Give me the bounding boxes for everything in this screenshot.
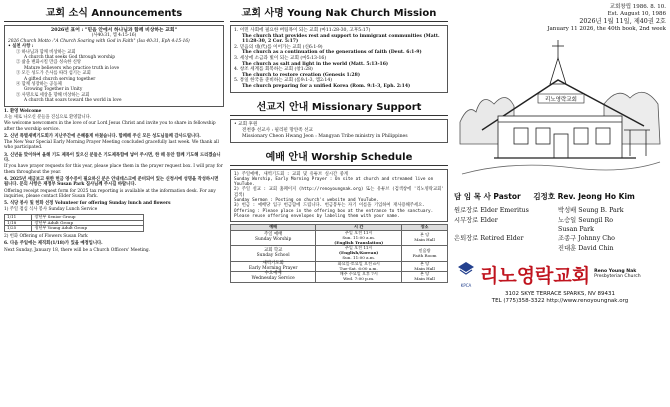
item-title: 1. 환영 Welcome [4, 108, 42, 114]
item-ko: 6. 다음 주일에는 제직회(1/18)가 있을 예정입니다. [4, 241, 103, 247]
mission-ko: 3. 세상에 소금과 빛이 되는 교회 (마5:13-16) [234, 55, 327, 61]
goals-label: • 실천 사항 : [8, 44, 34, 50]
goal-en: Growing Together in Unity [24, 87, 83, 93]
note-line: Offering : Please place in the offering box at the entrance to the sanctuary. Please reuse offering envelopes by labeling them with your name. [234, 208, 434, 219]
worship-table [230, 224, 448, 283]
logo-text-ko: 리노영락교회 [480, 264, 591, 287]
lunch-section [4, 201, 224, 239]
est-date: Est. August 10, 1986 [607, 10, 666, 17]
announcements-column [4, 4, 224, 254]
church-logo [454, 261, 666, 288]
contact-line: TEL (775)358-3322 http://www.renoyoungnak.org [491, 297, 629, 304]
lunch-title: 5. 식당 봉사 및 헌화 선정 Volunteer for offering Sunday lunch and flowers [4, 201, 171, 207]
pastor-label: 담 임 목 사 Pastor [454, 192, 521, 202]
announcements-header: 교회 소식 Announcements [4, 4, 224, 22]
pastor-name: 김정호 Rev. Jeong Ho Kim [533, 192, 635, 202]
cover-column [454, 4, 666, 305]
elder-row: 은퇴장로 Retired Elder 조종구 Johnny Cho [454, 235, 615, 243]
sign-text: 리노영락교회 [545, 97, 577, 104]
note-line: 1) 주일예배, 새벽기도회 : 교회 및 유튜브 실시간 중계 [234, 171, 349, 177]
goal-en: A church that seeks God through worship [24, 55, 115, 61]
mission-en: The church to restore creation (Genesis 1:28) [242, 72, 360, 78]
goal-ko: ② 삶을 변화시킬 만큼 성숙한 신앙 [16, 60, 82, 66]
announcement-item [4, 241, 224, 253]
mission-header: 교회 사명 Young Nak Church Mission [230, 4, 448, 22]
note-line: 3) 헌금 : 예배당 입구 헌금함에 드립니다. 헌금봉투는 자기 이름을 기입하여 재사용해주세요. [234, 203, 425, 209]
goal-ko: ① 하나님과 함께 비상하는 교회 [16, 49, 76, 55]
note-line: Sunday Sermon : Posting on church's website and YouTube. [234, 198, 379, 204]
table-row: 새벽기도회 Early Morning Prayer 화요일-토요일 오전 6시 Tue-Sat. 6:00 a.m. 본 당 Main Hall [231, 261, 448, 272]
mission-column [230, 4, 448, 283]
pastor-line [454, 191, 666, 202]
elders-list [454, 206, 666, 252]
item-en: If you have prayer requests for this year, please place them in the prayer request box. I will pray for them throughout the year. [4, 164, 223, 175]
table-row: 수요예배 Wednesday Service 매주 수요일 오후 7시 Wed. 7:00 p.m. 본 당 Main Hall [231, 272, 448, 283]
mission-en: The church preparing for a unified Korea (Rom. 9:1-3, Eph. 2:14) [242, 83, 411, 89]
motto-box [4, 25, 224, 107]
goal-en: A church that soars toward the world in love [24, 98, 122, 104]
announcement-item [4, 134, 224, 151]
elder-row: 원로장로 Elder Emeritus 박성배 Seung B. Park [454, 207, 624, 215]
goal-en: Mature believers who practice truth in love [24, 65, 120, 71]
elder-row: 진대훈 David Chin [558, 244, 614, 252]
worship-notes [230, 169, 448, 223]
note-line: Sunday Worship, Early Morning Prayer : On site at church and streamed live on YouTube. [234, 176, 434, 188]
mission-en: The church that provides rest and support to immigrant communities (Matt. 11:28-30, 2 Cor. 5:17) [242, 33, 440, 45]
worship-header: 예배 안내 Worship Schedule [230, 148, 448, 166]
announcement-item [4, 153, 224, 175]
address: 3102 SKYE TERRACE SPARKS, NV 89431 [505, 290, 615, 297]
issue-info [454, 4, 666, 32]
goal-en: A gifted church serving together [24, 76, 96, 82]
issue-date-en: January 11 2026, the 40th book, 2nd week [547, 25, 666, 32]
table-row: 1/11 장년부 Senior Group [5, 214, 144, 220]
mission-en: The church as a continuation of the generations of faith (Deut. 6:1-9) [242, 50, 422, 56]
motto-en: 2026 Church Motto :"A Church Soaring with God in Faith" (Isa 40:31, Eph 4:15-16) [8, 38, 190, 44]
goals-list [8, 50, 220, 104]
missionary-line: • 교회 후원 [234, 121, 258, 127]
announcement-item [4, 177, 224, 199]
item-ko: 오늘 새로 나오신 분들을 진심으로 환영합니다. [4, 114, 92, 120]
goal-ko: ③ 모든 성도가 은사를 따라 섬기는 교회 [16, 71, 91, 77]
item-en: Next Sunday, January 18, there will be a Church Officers' Meeting. [4, 247, 150, 253]
missionary-line: 전천종 선교사 : 필리핀 망얀족 선교 [242, 127, 313, 133]
flowers-line: 2) 헌화 Offering of Flowers Susan Park [4, 234, 88, 240]
goal-ko: ⑤ 사명으로 세상을 향해 비상하는 교회 [16, 92, 90, 98]
motto-ref: (사40:31, 엡 4:15-16) [91, 33, 137, 39]
church-drawing [454, 34, 666, 189]
lunch-sub: 1) 주일 점심 식사 봉사 Sunday Lunch Service [4, 207, 98, 213]
item-en: We welcome newcomers in the love of our Lord Jesus Christ and invite you to share in fellowship after the worship service. [4, 121, 216, 132]
lunch-table [4, 214, 144, 232]
item-ko: 2. 신년 특별새벽기도회가 지난주간에 은혜롭게 마쳤습니다. 함께해 주신 모든 성도님들께 감사드립니다. [4, 133, 201, 139]
elder-row: Susan Park [558, 225, 594, 233]
logo-text-en: Reno Young Nak Presbyterian Church [594, 268, 641, 280]
kpca-badge [454, 261, 478, 288]
mission-ko: 1. 이민 사회에 필요한 버팀목이 되는 교회 (마11:28-30, 고후5:17) [234, 28, 371, 33]
item-ko: 3. 신년을 맞이하여 올해 기도 제목이 있으신 분들은 기도제목함에 넣어 주시면, 한 해 동안 함께 기도해 드리겠습니다. [4, 152, 221, 164]
table-row: 주일 예배 Sunday Worship 주일 오전 11시 Sun. 11:00 a.m. (English Translation) 본 당 Main Hall [231, 231, 448, 246]
motto-ko: 2026년 표어 : "믿음 안에서 하나님과 함께 비상하는 교회" [50, 27, 178, 33]
elder-row: 시무장로 Elder 노승일 Seungil Ro [454, 216, 613, 224]
announcement-item [4, 109, 224, 132]
goal-ko: ④ 함께 성장하는 공동체 [16, 82, 62, 88]
mission-box [230, 25, 448, 93]
contact-block [454, 291, 666, 305]
table-header-row: 예배 시 간 장소 [231, 225, 448, 231]
note-line: 2) 주일 설교 : 교회 홈페이지 (http://renoyoungnak.org) 또는 유튜브 (검색창에 '리노영락교회' 검색) [234, 187, 444, 198]
item-en: The New Year Special Early Morning Prayer Meeting concluded gracefully last week. We thank all who participated. [4, 140, 219, 151]
table-row: 1/25 청년부 Young Adult Group [5, 226, 144, 232]
mission-ko: 4. 창조 세계를 회복하는 교회 (창1:28) [234, 67, 313, 73]
mission-ko: 5. 통일 한국을 준비하는 교회 (롬9:1-3, 엡2:14) [234, 78, 333, 84]
issue-date-ko: 2026년 1월 11일, 제40권 2호 [579, 18, 666, 26]
mission-en: The church as salt and light in the world (Matt. 5:13-16) [242, 61, 389, 67]
table-row: 교회 학교 Sunday School 주일 오전 11시 (English/Korean) Sun. 11:00 a.m. 믿음방 Faith Room [231, 246, 448, 261]
missionary-header: 선교지 안내 Missionary Support [230, 98, 448, 116]
item-en: Offering receipt request form for 2025 tax reporting is available at the information desk. For any inquiries, please contact Elder Susan Park. [4, 188, 216, 199]
missionary-line: Missionary Cheon Hwang Jeon : Mangyan Tribe ministry in Philippines [242, 133, 408, 139]
missionary-box [230, 119, 448, 143]
kpca-label: KPCA [460, 282, 472, 288]
kpca-icon [456, 261, 476, 279]
founded-date: 교회창립 1986. 8. 10. [609, 4, 666, 10]
item-ko: 4. 2025년 세금보고 위한 헌금 영수증이 필요하신 분은 안내데스크에 준비되어 있는 신청서에 성명을 작성하시면 됩니다. 문의 사항은 재정부 Susan Park 집사님께 주시길 바랍니다. [4, 176, 219, 188]
mission-ko: 2. 믿음의 대(代)를 이어가는 교회 (신6:1-9) [234, 44, 323, 50]
table-row: 1/18 장년부 Adult Group [5, 220, 144, 226]
